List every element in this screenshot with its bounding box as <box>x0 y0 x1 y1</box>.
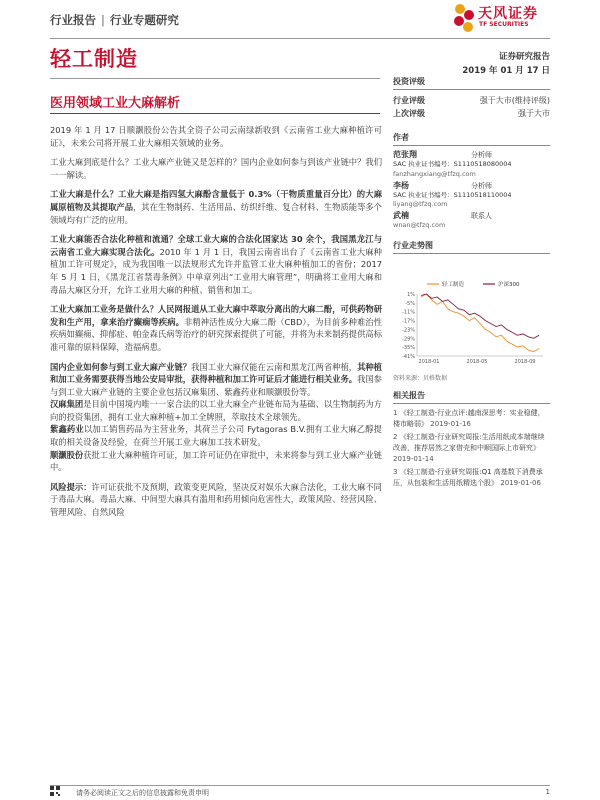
header-divider <box>50 38 550 39</box>
paragraph-shunhao <box>50 449 382 474</box>
main-body <box>50 124 382 526</box>
paragraph-processing <box>50 303 382 353</box>
chart-x-tick-label: 2018-09 <box>514 359 536 365</box>
processing-text: 非精神活性成分大麻二酚（CBD），为目前多种难治性疾病如癫痫、抑郁症、帕金森氏病等治疗的研究探索提供了可能，并将为未来制药提供高标准可靠的原料保障，造福病患。 <box>50 316 382 352</box>
chart-y-tick-label: -11% <box>402 309 415 316</box>
hanma-text: 是目前中国境内唯一一家合法的以工业大麻全产业链布局为基础、以生物制药为方向的投资集团，拥有工业大麻种植+加工全牌照，萃取技术全球领先。 <box>50 399 382 422</box>
prev-rating-row <box>393 107 550 120</box>
related-report-item[interactable] <box>393 432 550 465</box>
category-separator: | <box>101 13 105 27</box>
category-label: 行业报告 <box>50 13 96 27</box>
related-num: 3 <box>393 468 398 476</box>
related-report-item[interactable] <box>393 467 550 489</box>
author-role: 分析师 <box>471 181 492 190</box>
related-date: 2019-01-16 <box>430 420 471 428</box>
logo-subtext: TF SECURITIES <box>479 21 529 28</box>
rating-value: 强于大市(维持评级) <box>479 96 550 105</box>
processing-highlight: 工业大麻加工业务是做什么？人民网报道从工业大麻中萃取分离出的大麻二酚，可供药物研发和生产用，拿来治疗癫痫等疾病。 <box>50 304 382 327</box>
what-is-highlight: 工业大麻是什么？工业大麻是指四氢大麻酚含量低于 0.3%（干物质重量百分比）的大麻属原植物及其提取产品 <box>50 189 382 212</box>
author-email[interactable]: fanzhangxiang@tfzq.com <box>393 169 476 178</box>
risk-text: 许可证获批不及预期，政策变更风险，坚决反对娱乐大麻合法化，工业大麻不同于毒品大麻。毒品大麻、中间型大麻具有滥用和药用倾向危害性大，政策风险、经营风险、管理风险、自然风险 <box>50 481 382 518</box>
chart-y-tick-label: -29% <box>402 336 415 343</box>
related-reports <box>393 390 550 491</box>
related-num: 2 <box>393 433 398 441</box>
trend-heading: 行业走势图 <box>393 240 550 254</box>
chart-x-tick-label: 2018-05 <box>466 359 488 365</box>
report-category <box>50 12 179 28</box>
chart-y-tick-label: -23% <box>402 327 415 334</box>
paragraph-participation <box>50 361 382 399</box>
zixin-label: 紫鑫药业 <box>50 424 84 435</box>
chart-x-tick-label: 2018-01 <box>418 359 440 365</box>
rating-heading: 投资评级 <box>393 76 550 90</box>
prev-rating-label: 上次评级 <box>393 109 425 118</box>
report-subtitle: 医用领域工业大麻解析 <box>50 96 181 111</box>
author-email[interactable]: wnan@tfzq.com <box>393 221 446 229</box>
authors-heading: 作者 <box>393 132 550 146</box>
paragraph-questions: 工业大麻到底是什么？工业大麻产业链又是怎样的？国内企业如何参与到该产业链中？我们一一解读。 <box>50 157 382 180</box>
chart-y-tick-label: -41% <box>402 354 415 360</box>
related-date: 2019-01-06 <box>500 479 541 487</box>
subcategory-label: 行业专题研究 <box>109 13 179 27</box>
related-date: 2019-01-14 <box>393 455 434 463</box>
chart-source: 资料来源：贝格数据 <box>393 375 448 382</box>
logo-text: 天风证券 <box>478 6 538 22</box>
participation-text-1: 我国工业大麻仅能在云南和黑龙江两省种植， <box>191 361 358 372</box>
participation-text-2: 我国参与到工业大麻产业链的主要企业包括汉麻集团、紫鑫药业和顺灏股份等。 <box>50 374 382 397</box>
related-report-item[interactable] <box>393 408 550 430</box>
chart-series-line <box>421 294 539 352</box>
page-number: 1 <box>545 788 550 796</box>
author-block <box>393 181 550 210</box>
prev-rating-value: 强于大市 <box>518 109 550 118</box>
paragraph-what-is <box>50 188 382 226</box>
industry-trend-chart <box>393 278 550 368</box>
paragraph-intro: 2019 年 1 月 17 日顺灏股份公告其全资子公司云南绿新收到《云南省工业大麻种植许可证》，未来公司将开展工业大麻相关领域的业务。 <box>50 125 382 148</box>
author-block <box>393 211 550 230</box>
chart-legend-label: 沪深300 <box>498 282 520 288</box>
author-name: 李杨 <box>393 180 409 190</box>
side-column <box>393 76 550 258</box>
rating-row <box>393 94 550 107</box>
related-title: 《轻工制造-行业研究周报:Q1 高基数下消费承压，从包装和生活用纸精选个股》 <box>393 468 543 487</box>
participation-highlight: 国内企业如何参与到工业大麻产业链？ <box>50 361 192 372</box>
doc-type: 证券研究报告 <box>498 52 550 62</box>
related-num: 1 <box>393 409 398 417</box>
author-sac: SAC 执业证书编号：S1110518080004 <box>393 160 512 168</box>
legality-highlight: 工业大麻能否合法化种植和流通？全球工业大麻的合法化国家达 30 余个，我国黑龙江与云南省工业大麻实现合法化。 <box>50 234 382 257</box>
legality-text: 2010 年 1 月 1 日，我国云南省出台了《云南省工业大麻种植加工许可规定》，成为我国唯一以法规形式允许并监管工业大麻种植加工的省份；2017 年 5 月 1 日，《黑龙江省禁毒条例》中单章列出“工业用大麻管理”，明确将工业用大麻和毒品大麻区分开，允许工业用大麻的种植、销售和加工。 <box>50 246 382 295</box>
chart-legend-label: 轻工制造 <box>442 282 465 288</box>
author-role: 分析师 <box>471 151 492 159</box>
footer-divider <box>50 785 550 786</box>
rating-label: 行业评级 <box>393 96 425 105</box>
related-title: 《轻工制造-行业研究周报:生活用纸成本端继续改善，推荐居然之家借壳和中顺国际上市研究》 <box>393 433 545 452</box>
what-is-text: ，其在生物制药、生活用品、纺织纤维、复合材料、生物质能等多个领域均有广泛的应用。 <box>50 201 382 225</box>
chart-y-tick-label: -17% <box>402 318 415 325</box>
hanma-label: 汉麻集团 <box>50 399 84 410</box>
zixin-text: 以加工销售药品为主营业务，其荷兰子公司 Fytagoras B.V.拥有工业大麻乙醇提取的相关设备及经验，在荷兰开展工业大麻加工技术研发。 <box>50 424 382 448</box>
participation-highlight-2: 其种植和加工业务需要获得当地公安局审批，获得种植和加工许可证后才能进行相关业务。 <box>50 361 382 385</box>
industry-title: 轻工制造 <box>50 47 138 71</box>
author-sac: SAC 执业证书编号：S1110518110004 <box>393 190 512 199</box>
chart-y-tick-label: -35% <box>402 345 415 352</box>
author-block <box>393 150 550 179</box>
title-divider <box>50 78 380 79</box>
subtitle-underline <box>50 113 380 114</box>
author-name: 武楠 <box>393 211 409 220</box>
doc-date: 2019 年 01 月 17 日 <box>462 66 550 76</box>
paragraph-legality <box>50 233 382 296</box>
qr-code-icon <box>50 786 60 796</box>
footer-disclaimer: 请务必阅读正文之后的信息披露和免责申明 <box>76 789 209 797</box>
chart-series-line <box>421 294 539 338</box>
paragraph-zixin <box>50 423 382 448</box>
paragraph-risk <box>50 481 382 519</box>
chart-y-tick-label: 1% <box>407 292 415 298</box>
related-title: 《轻工制造-行业点评:越南深思考：实业稳健，楼市略弱》 <box>393 409 545 428</box>
shunhao-text: 获批工业大麻种植许可证，加工许可证仍在审批中，未来将参与到工业大麻产业链中。 <box>50 449 382 473</box>
author-role: 联系人 <box>471 212 492 220</box>
author-name: 范张翔 <box>393 150 417 159</box>
related-heading: 相关报告 <box>393 390 550 404</box>
chart-y-tick-label: -5% <box>405 300 415 307</box>
shunhao-label: 顺灏股份 <box>50 449 84 460</box>
paragraph-hanma <box>50 398 382 423</box>
author-email[interactable]: liyang@tfzq.com <box>393 200 448 208</box>
risk-label: 风险提示： <box>50 481 92 492</box>
